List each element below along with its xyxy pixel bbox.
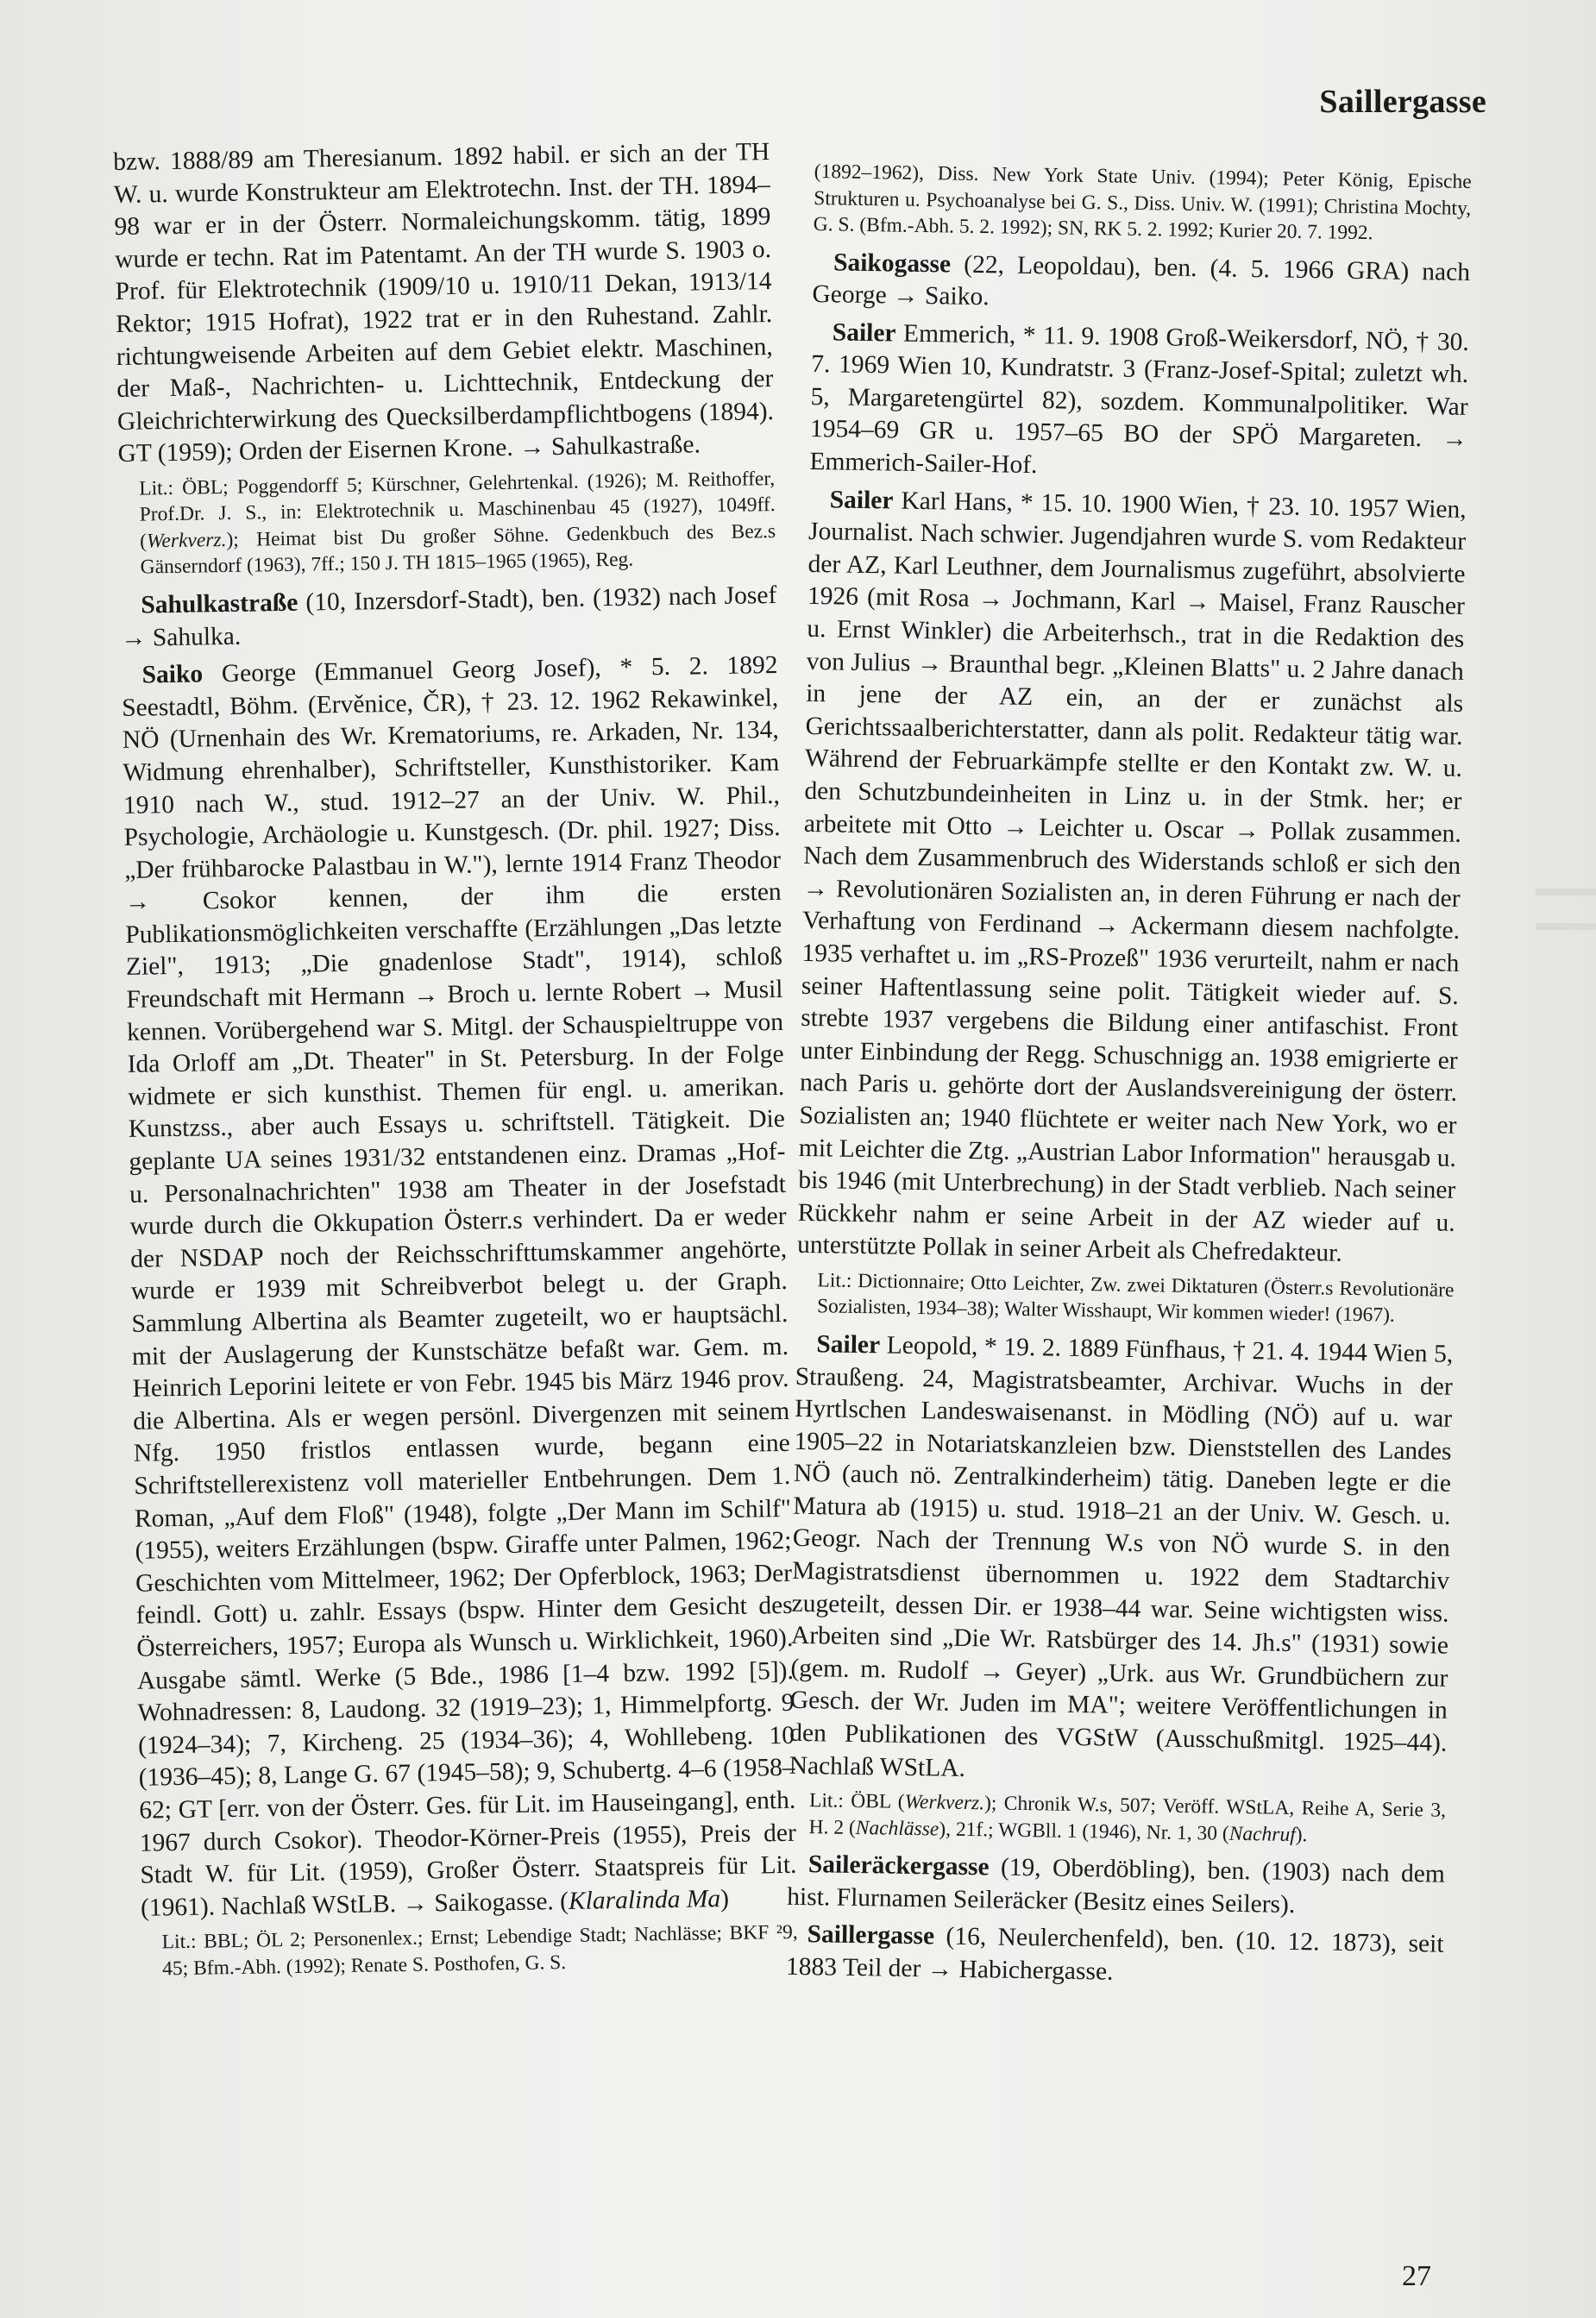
entry-continuation: bzw. 1888/89 am Theresianum. 1892 habil. er sich an der TH W. u. wurde Konstrukteur am Elektrotechn. Inst. der TH. 1894–98 war er in der Österr. Normaleichungskomm. tätig, 1899 wurde er techn. Rat im Patentamt. An der TH wurde S. 1903 o. Prof. für Elektrotechnik (1909/10 u. 1910/11 Dekan, 1913/14 Rektor; 1915 Hofrat), 1922 trat er in den Ruhestand. Zahlr. richtungweisende Arbeiten auf dem Gebiet elektr. Maschinen, der Maß-, Nachrichten- u. Lichttechnik, Entdeckung der Gleichrichterwirkung des Quecksilberdampflichtbogens (1894). GT (1959); Orden der Eisernen Krone. → Sahulkastraße.: [113, 138, 775, 468]
entry-sahulkastrasse: Sahulkastraße (10, Inzersdorf-Stadt), ben. (1932) nach Josef → Sahulka.: [120, 581, 777, 652]
literature-note-continuation: (1892–1962), Diss. New York State Univ. (1994); Peter König, Epische Strukturen u. Psychoanalyse bei G. S., Diss. Univ. W. (1991); Christina Mochty, G. S. (Bfm.-Abh. 5. 2. 1992); SN, RK 5. 2. 1992; Kurier 20. 7. 1992.: [813, 160, 1472, 245]
headword: Sailer: [832, 318, 896, 348]
headword: Saillergasse: [807, 1920, 935, 1951]
literature-note: Lit.: ÖBL; Poggendorff 5; Kürschner, Gelehrtenkal. (1926); M. Reithoffer, Prof.Dr. J. S., in: Elektrotechnik u. Maschinenbau 45 (1927), 1049ff. (Werkverz.); Heimat bist Du großer Söhne. Gedenkbuch des Bez.s Gänserndorf (1963), 7ff.; 150 J. TH 1815–1965 (1965), Reg.: [139, 467, 776, 579]
headword: Sailer: [816, 1330, 881, 1360]
headword: Sahulkastraße: [141, 588, 298, 619]
page-edge-mark: [1536, 923, 1596, 930]
entry-saillergasse: Saillergasse (16, Neulerchenfeld), ben. (10. 12. 1873), seit 1883 Teil der → Habichergasse.: [785, 1920, 1444, 1986]
literature-note: Lit.: BBL; ÖL 2; Personenlex.; Ernst; Lebendige Stadt; Nachlässe; BKF ²9, 45; Bfm.-Abh. (1992); Renate S. Posthofen, G. S.: [161, 1921, 798, 1981]
right-column: [786, 157, 1472, 1999]
entry-saiko: Saiko George (Emmanuel Georg Josef), * 5. 2. 1892 Seestadtl, Böhm. (Ervěnice, ČR), † 23. 12. 1962 Rekawinkel, NÖ (Urnenhain des Wr. Krematoriums, re. Arkaden, Nr. 134, Widmung ehrenhalber), Schriftsteller, Kunsthistoriker. Kam 1910 nach W., stud. 1912–27 an der Univ. W. Phil., Psychologie, Archäologie u. Kunstgesch. (Dr. phil. 1927; Diss. „Der frühbarocke Palastbau in W."), lernte 1914 Franz Theodor → Csokor kennen, der ihm die ersten Publikationsmöglichkeiten verschaffte (Erzählungen „Das letzte Ziel", 1913; „Die gnadenlose Stadt", 1914), schloß Freundschaft mit Hermann → Broch u. lernte Robert → Musil kennen. Vorübergehend war S. Mitgl. der Schauspieltruppe von Ida Orloff am „Dt. Theater" in St. Petersburg. In der Folge widmete er sich kunsthist. Themen für engl. u. amerikan. Kunstzss., aber auch Essays u. schriftstell. Tätigkeit. Die geplante UA seines 1931/32 entstandenen einz. Dramas „Hof- u. Personalnachrichten" 1938 am Theater in der Josefstadt wurde durch die Okkupation Österr.s verhindert. Da er weder der NSDAP noch der Reichsschrifttumskammer angehörte, wurde er 1939 mit Schreibverbot belegt u. der Graph. Sammlung Albertina als Beamter zugeteilt, wo er hauptsächl. mit der Auslagerung der Kunstschätze befaßt war. Gem. m. Heinrich Leporini leitete er von Febr. 1945 bis März 1946 prov. die Albertina. Als er wegen persönl. Divergenzen mit seinem Nfg. 1950 fristlos entlassen wurde, begann eine Schriftstellerexistenz voll materieller Entbehrungen. Dem 1. Roman, „Auf dem Floß" (1948), folgte „Der Mann im Schilf" (1955), weiters Erzählungen (bspw. Giraffe unter Palmen, 1962; Geschichten vom Mittelmeer, 1962; Der Opferblock, 1963; Der feindl. Gott) u. zahlr. Essays (bspw. Hinter dem Gesicht des Österreichers, 1957; Europa als Wunsch u. Wirklichkeit, 1960). Ausgabe sämtl. Werke (5 Bde., 1986 [1–4 bzw. 1992 [5]). Wohnadressen: 8, Laudong. 32 (1919–23); 1, Himmelpfortg. 9 (1924–34); 7, Kircheng. 25 (1934–36); 4, Wohllebeng. 10 (1936–45); 8, Lange G. 67 (1945–58); 9, Schubertg. 4–6 (1958–62; GT [err. von der Österr. Ges. für Lit. im Hauseingang], enth. 1967 durch Csokor). Theodor-Körner-Preis (1955), Preis der Stadt W. für Lit. (1959), Großer Österr. Staatspreis für Lit. (1961). Nachlaß WStLB. → Saikogasse. (Klaralinda Ma): [121, 651, 797, 1922]
entry-sailer-leopold: Sailer Leopold, * 19. 2. 1889 Fünfhaus, † 21. 4. 1944 Wien 5, Straußeng. 24, Magistratsbeamter, Archivar. Wuchs in der Hyrtlschen Landeswaisenanst. in Mödling (NÖ) auf u. war 1905–22 in Notariatskanzleien bzw. Dienststellen des Landes NÖ (auch nö. Zentralkinderheim) tätig. Daneben legte er die Matura ab (1915) u. stud. 1918–21 an der Univ. W. Gesch. u. Geogr. Nach der Trennung W.s von NÖ wurde S. in den Magistratsdienst übernommen u. 1922 dem Stadtarchiv zugeteilt, dessen Dir. er 1938–44 war. Seine wichtigsten wiss. Arbeiten sind „Die Wr. Ratsbürger des 14. Jh.s" (1931) sowie (gem. m. Rudolf → Geyer) „Urk. aus Wr. Grundbüchern zur Gesch. der Wr. Juden im MA"; weitere Veröffentlichungen in den Publikationen des VGStW (Ausschußmitgl. 1925–44). Nachlaß WStLA.: [789, 1330, 1454, 1782]
page-edge-mark: [1536, 889, 1596, 895]
headword: Saileräckergasse: [807, 1850, 990, 1881]
running-head: Saillergasse: [1319, 84, 1486, 120]
headword: Saikogasse: [833, 248, 952, 278]
headword: Sailer: [829, 485, 894, 515]
entry-sailer-karl-hans: Sailer Karl Hans, * 15. 10. 1900 Wien, † 23. 10. 1957 Wien, Journalist. Nach schwier. Jugendjahren wurde S. vom Redakteur der AZ, Karl Leuthner, dem Journalismus zugeführt, absolvierte 1926 (mit Rosa → Jochmann, Karl → Maisel, Franz Rauscher u. Ernst Winkler) die Arbeiterhsch., trat in die Redaktion des von Julius → Braunthal begr. „Kleinen Blatts" u. 2 Jahre danach in jene der AZ ein, an der er zunächst als Gerichtssaalberichterstatter, dann als polit. Redakteur tätig war. Während der Februarkämpfe stellte er den Kontakt zw. W. u. den Schutzbundeinheiten in Linz u. in der Stmk. her; er arbeitete mit Otto → Leichter u. Oscar → Pollak zusammen. Nach dem Zusammenbruch des Widerstands schloß er sich den → Revolutionären Sozialisten an, in deren Führung er nach der Verhaftung von Ferdinand → Ackermann diesem nachfolgte. 1935 verhaftet u. im „RS-Prozeß" 1936 verurteilt, nahm er nach seiner Haftentlassung seine polit. Tätigkeit wieder auf. S. strebte 1937 vergebens die Bildung einer antifaschist. Front unter Einbindung der Regg. Schuschnigg an. 1938 emigrierte er nach Paris u. gehörte dort der Auslandsvereinigung der österr. Sozialisten an; 1940 flüchtete er weiter nach New York, wo er mit Leichter die Ztg. „Austrian Labor Information" herausgab u. bis 1946 (mit Unterbrechung) in der Stadt verblieb. Nach seiner Rückkehr nahm er seine Arbeit in der AZ wieder auf u. unterstützte Pollak in seiner Arbeit als Chefredakteur.: [796, 485, 1467, 1268]
entry-saileraeckergasse: Saileräckergasse (19, Oberdöbling), ben. (1903) nach dem hist. Flurnamen Seileräcker (Besitz eines Seilers).: [787, 1850, 1446, 1919]
entry-saikogasse: Saikogasse (22, Leopoldau), ben. (4. 5. 1966 GRA) nach George → Saiko.: [812, 248, 1471, 311]
headword: Saiko: [141, 660, 204, 689]
entry-sailer-emmerich: Sailer Emmerich, * 11. 9. 1908 Groß-Weikersdorf, NÖ, † 30. 7. 1969 Wien 10, Kundratstr. 3 (Franz-Josef-Spital; zuletzt wh. 5, Margaretengürtel 82), sozdem. Kommunalpolitiker. War 1954–69 GR u. 1957–65 BO der SPÖ Margareten. → Emmerich-Sailer-Hof.: [809, 318, 1469, 480]
literature-note: Lit.: ÖBL (Werkverz.); Chronik W.s, 507; Veröff. WStLA, Reihe A, Serie 3, H. 2 (Nachlässe), 21f.; WGBll. 1 (1946), Nr. 1, 30 (Nachruf).: [808, 1789, 1447, 1846]
left-column: [113, 136, 798, 1991]
literature-note: Lit.: Dictionnaire; Otto Leichter, Zw. zwei Diktaturen (Österr.s Revolutionäre Sozialisten, 1934–38); Walter Wisshaupt, Wir kommen wieder! (1967).: [816, 1269, 1455, 1328]
page-number: 27: [1402, 2260, 1431, 2292]
